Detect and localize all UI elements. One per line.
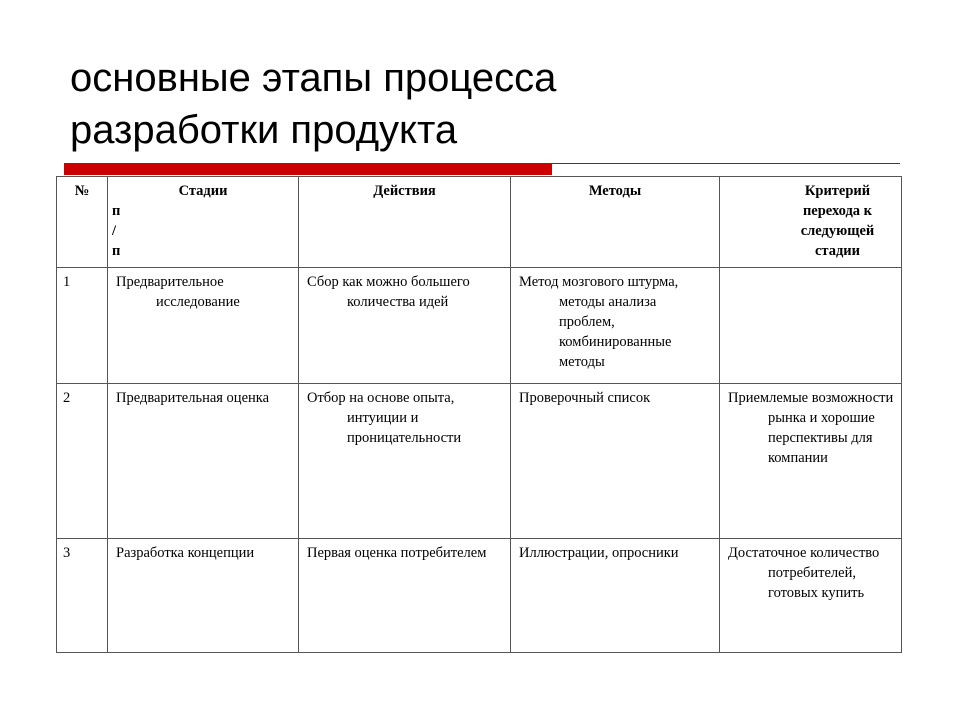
row-actions: Первая оценка потребителем (299, 539, 511, 653)
table-row (57, 268, 902, 384)
title-line-2: разработки продукта (70, 108, 458, 152)
row-stage: Предварительная оценка (108, 384, 299, 539)
row-actions: Сбор как можно большего количества идей (299, 268, 511, 384)
slide-title (70, 52, 910, 156)
table-row (57, 539, 902, 653)
header-methods: Методы (511, 177, 720, 268)
header-actions: Действия (299, 177, 511, 268)
title-underline-thin (552, 163, 900, 164)
row-stage: Предварительное исследование (108, 268, 299, 384)
row-actions: Отбор на основе опыта, интуиции и проницательности (299, 384, 511, 539)
header-stage: Стадии (108, 177, 299, 268)
row-criteria: Приемлемые возможности рынка и хорошие перспективы для компании (720, 384, 902, 539)
table-header-row (57, 177, 902, 268)
title-line-1: основные этапы процесса (70, 56, 557, 100)
header-criteria: Критерий перехода к следующей стадии (720, 177, 902, 268)
row-criteria (720, 268, 902, 384)
row-criteria: Достаточное количество потребителей, готовых купить (720, 539, 902, 653)
row-methods: Метод мозгового штурма, методы анализа проблем, комбинированные методы (511, 268, 720, 384)
row-methods: Проверочный список (511, 384, 720, 539)
row-num: 2 (57, 384, 108, 539)
row-num: 3 (57, 539, 108, 653)
title-underline-bar (64, 163, 552, 175)
header-num-label: № (74, 183, 90, 199)
row-num: 1 (57, 268, 108, 384)
row-stage: Разработка концепции (108, 539, 299, 653)
header-num: № п / п (57, 177, 108, 268)
table-row (57, 384, 902, 539)
stages-table (56, 176, 902, 653)
row-methods: Иллюстрации, опросники (511, 539, 720, 653)
